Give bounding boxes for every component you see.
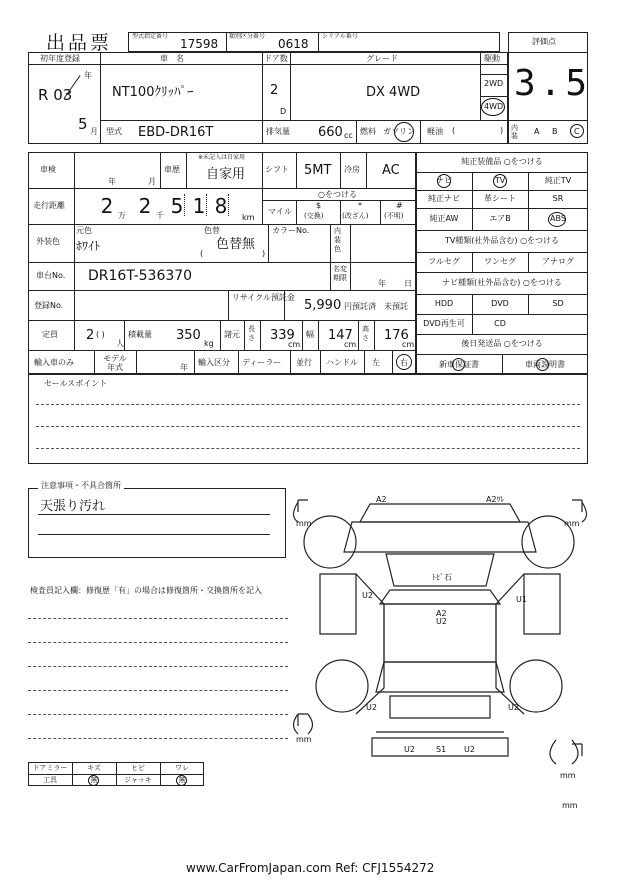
missing-crack: ヒビ	[131, 764, 145, 772]
first-reg-label: 初年度登録	[40, 54, 80, 63]
drive-2wd: 2WD	[484, 79, 504, 88]
navi-hdd: HDD	[434, 299, 454, 308]
inspection-year-unit: 年	[108, 177, 116, 186]
inspection-label: 車検	[40, 165, 56, 174]
tv-circle-mark	[493, 174, 507, 188]
equip-factory-tv: 純正TV	[544, 176, 572, 185]
right-handle-circle-mark	[396, 354, 412, 370]
color-paren-close: )	[262, 249, 266, 258]
navi-dvd: DVD	[491, 299, 509, 308]
navi-circle-mark	[437, 174, 451, 188]
fuel-paren-close: )	[500, 126, 504, 135]
parallel-option: 並行	[296, 358, 312, 367]
width-value: 147	[328, 328, 353, 343]
rating-label: 評価点	[532, 37, 556, 46]
sales-point-box	[28, 374, 588, 464]
mark-hood: ﾄﾋﾞ石	[432, 573, 452, 582]
km-unit: km	[242, 213, 255, 222]
shift-value: 5MT	[304, 163, 332, 178]
equip-factory-navi: 純正ナビ	[428, 194, 460, 203]
missing-scratch: キズ	[87, 764, 101, 772]
model-year-unit: 年	[180, 363, 188, 372]
original-color-value: ﾎﾜｲﾄ	[76, 239, 101, 253]
recycle-label: リサイクル預託金	[232, 293, 295, 302]
notes-section-label: 注意事項・不具合箇所	[38, 482, 124, 490]
recycle-deposited: 円預託済	[344, 302, 376, 311]
model-year-label: モデル年式	[103, 354, 127, 372]
mm-label: mm	[296, 519, 312, 528]
exchange-symbol: $	[316, 201, 322, 210]
sales-point-label: セールスポイント	[44, 379, 108, 388]
model-value: EBD-DR16T	[138, 125, 214, 140]
cm-unit: cm	[402, 340, 415, 349]
fuel-gasoline-circle-mark	[394, 122, 414, 142]
mileage-digit: 2	[100, 194, 114, 218]
displacement-value: 660	[318, 125, 343, 140]
mm-label: mm	[564, 519, 580, 528]
door-count-value: 2	[270, 83, 279, 98]
history-label: 車歴	[164, 165, 180, 174]
import-type-label: 輸入区分	[198, 358, 230, 367]
mileage-digit: 2	[138, 194, 152, 218]
dims-label: 諸元	[224, 330, 240, 339]
mile-label: マイル	[268, 207, 292, 216]
interior-color-label: 内装色	[334, 227, 341, 253]
tool-status: 無	[90, 776, 98, 784]
fuel-paren-open: (	[452, 126, 456, 135]
mileage-digit: 1	[192, 194, 206, 218]
first-reg-month: 5	[78, 115, 88, 133]
mark-right-fender: U1	[516, 595, 527, 604]
mm-label: mm	[296, 735, 312, 744]
displacement-label: 排気量	[266, 127, 290, 136]
cm-unit: cm	[288, 340, 301, 349]
exchange-label: (交換)	[304, 212, 324, 220]
navi-cd: CD	[494, 319, 506, 328]
ac-label: 冷房	[344, 165, 360, 174]
equip-abs: ABS	[550, 214, 566, 223]
missing-mirror: ドアミラー	[32, 764, 68, 772]
later-warranty: 新車保証書	[439, 360, 479, 369]
footer-ref: www.CarFromJapan.com Ref: CFJ1554272	[186, 861, 435, 875]
missing-break: ワレ	[175, 764, 189, 772]
handle-label: ハンドル	[326, 358, 358, 367]
unknown-label: (不明)	[384, 212, 404, 220]
height-value: 176	[384, 328, 409, 343]
tamper-label: (改ざん)	[342, 212, 369, 220]
interior-c: C	[574, 127, 580, 136]
grade-value: DX 4WD	[366, 85, 421, 100]
cc-unit: cc	[344, 131, 353, 140]
later-manual: 車両説明書	[525, 360, 565, 369]
abs-circle-mark	[548, 212, 566, 227]
mm-label: mm	[560, 771, 576, 780]
chassis-value: DR16T-536370	[88, 268, 193, 284]
inspector-note-label: 検査員記入欄：修復歴「有」の場合は修復箇所・交換箇所を記入	[30, 586, 262, 595]
fuel-gasoline: ガソリン	[383, 127, 415, 136]
mark-front-right: A2ﾜﾚ	[486, 495, 505, 504]
mileage-label: 走行距離	[33, 201, 65, 210]
later-shipment-title: 後日発送品 ○をつける	[461, 339, 543, 348]
recycle-not-deposited: 未預託	[384, 302, 408, 311]
color-paren-open: (	[200, 249, 204, 258]
navi-type-title: ナビ種類(社外品含む) ○をつける	[442, 278, 562, 287]
jack-label: ジャッキ	[124, 776, 152, 784]
kg-unit: kg	[204, 339, 214, 348]
capacity-label: 定員	[42, 330, 58, 339]
door-count-label: ドア数	[264, 54, 288, 63]
capacity-value: 2	[86, 328, 95, 343]
mark-left-fender: U2	[362, 591, 373, 600]
person-unit: 人	[116, 339, 124, 348]
inspection-month-unit: 月	[148, 177, 156, 186]
drive-4wd-circle-mark	[481, 98, 505, 116]
recycle-amount: 5,990	[304, 298, 342, 313]
car-name-label: 車 名	[160, 54, 184, 63]
capacity-paren: ( )	[96, 330, 105, 339]
color-change-value: 色替無	[216, 237, 256, 252]
chassis-label: 車台No.	[36, 271, 66, 280]
tv-type-title: TV種類(社外品含む) ○をつける	[444, 236, 560, 245]
registration-label: 登録No.	[34, 301, 64, 310]
model-label: 型式	[106, 127, 122, 136]
tv-analog: アナログ	[542, 257, 574, 266]
car-name-value: NT100ｸﾘｯﾊﾟｰ	[112, 85, 194, 100]
unknown-symbol: #	[396, 201, 403, 210]
navi-sd: SD	[552, 299, 564, 308]
import-only-label: 輸入車のみ	[34, 358, 74, 367]
equip-factory-aw: 純正AW	[429, 214, 459, 223]
length-label: 長さ	[248, 325, 255, 342]
history-value: 自家用	[206, 167, 246, 182]
tv-oneseg: ワンセグ	[484, 257, 516, 266]
name-change-label: 名変期限	[333, 265, 347, 282]
tool-label: 工具	[43, 776, 57, 784]
mm-label: mm	[562, 801, 578, 810]
mark-front-left: A2	[376, 495, 387, 504]
grade-label: グレード	[366, 54, 398, 63]
mark-rear-left: U2	[366, 703, 377, 712]
interior-c-circle-mark	[570, 124, 584, 138]
first-reg-year: R 03	[38, 86, 73, 104]
color-no-label: カラーNo.	[272, 226, 310, 235]
mileage-digit: 5	[170, 194, 184, 218]
name-change-year-unit: 年	[378, 279, 386, 288]
interior-b: B	[552, 127, 558, 136]
name-change-day-unit: 日	[404, 279, 412, 288]
manual-circle-mark	[536, 358, 549, 371]
type-designation-no: 17598	[180, 37, 219, 51]
jack-status: 無	[178, 776, 186, 784]
exterior-color-label: 外装色	[36, 237, 60, 246]
mark-rear-bumper-l: U2	[404, 745, 415, 754]
rating-score: 3.5	[514, 63, 592, 104]
form-title: 出品票	[46, 32, 113, 54]
equip-leather-seat: 革シート	[484, 194, 516, 203]
dealer-option: ディーラー	[242, 358, 282, 367]
fuel-light-oil: 軽油	[427, 127, 443, 136]
jack-circle-mark	[176, 775, 187, 786]
equip-navi: ナビ	[436, 176, 452, 185]
mark-rear-center: S1	[436, 745, 447, 754]
tv-fullseg: フルセグ	[428, 257, 460, 266]
mileage-digit: 8	[214, 194, 228, 218]
serial-label: シリアル番号	[322, 33, 358, 40]
interior-label: 内装	[511, 124, 518, 140]
door-suffix: D	[280, 107, 287, 116]
load-value: 350	[176, 328, 201, 343]
tamper-symbol: *	[358, 201, 362, 210]
class-label: 類別区分番号	[229, 33, 266, 40]
mark-rear-bumper-r: U2	[464, 745, 475, 754]
mile-note: ○をつける	[318, 190, 357, 199]
width-label: 幅	[306, 330, 314, 339]
length-value: 339	[270, 328, 295, 343]
left-handle: 左	[372, 358, 380, 367]
car-damage-diagram	[290, 482, 590, 812]
mark-roof-a: A2	[436, 609, 447, 618]
type-designation-label: 型式指定番号	[132, 33, 169, 40]
color-change-label: 色替	[204, 226, 220, 235]
mark-rear-right: U2	[508, 703, 519, 712]
shift-label: シフト	[265, 165, 289, 174]
original-color-label: 元色	[76, 226, 92, 235]
drive-4wd: 4WD	[484, 102, 504, 111]
mark-roof-u: U2	[436, 617, 447, 626]
tool-circle-mark	[88, 775, 99, 786]
drive-label: 駆動	[484, 54, 500, 63]
man-unit: 万	[118, 211, 126, 220]
height-label: 高さ	[362, 325, 369, 342]
ac-value: AC	[382, 163, 400, 178]
class-no: 0618	[278, 37, 309, 51]
month-unit: 月	[90, 127, 98, 136]
interior-a: A	[534, 127, 540, 136]
right-handle: 右	[400, 358, 408, 367]
equip-tv: TV	[494, 176, 506, 185]
notes-content: 天張り汚れ	[40, 499, 106, 514]
warranty-circle-mark	[452, 358, 465, 371]
year-unit: 年	[84, 71, 92, 80]
factory-equipment-title: 純正装備品 ○をつける	[461, 157, 543, 166]
equip-airbag: エアB	[489, 214, 511, 223]
history-note: ※未記入は自家用	[198, 154, 246, 161]
sen-unit: 千	[156, 211, 164, 220]
navi-dvd-playback: DVD再生可	[423, 319, 465, 328]
equip-sunroof: SR	[552, 194, 564, 203]
fuel-label: 燃料	[360, 127, 376, 136]
load-label: 積載量	[128, 330, 152, 339]
cm-unit: cm	[344, 340, 357, 349]
